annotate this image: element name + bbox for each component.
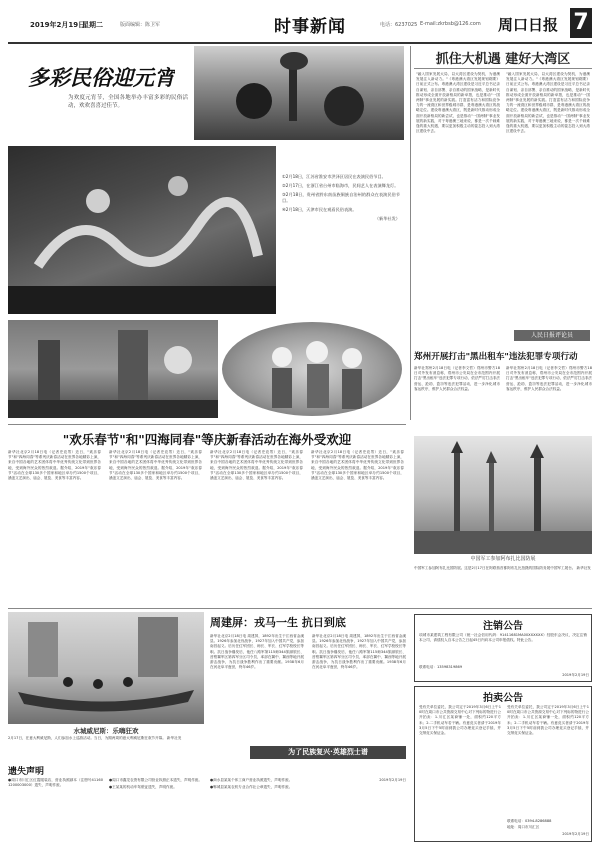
festival-caption-3: ③2月18日，贵州省黔东南苗族侗族自治州的群众在表演民俗节目。 — [282, 192, 400, 203]
taxi-body-col2: 新华社郑州2月18日电（记者李文哲）郑州市警方18日对外发布消息称，郑州市公安局在全市范围内开展打击"黑出租车"违法犯罪专项行动，依法严厉打击非法营运、抢劫、盗窃等违法犯罪活动，进一步净化城市客运秩序，维护人民群众合法权益。 — [506, 366, 592, 391]
lost-items — [8, 778, 406, 842]
bay-area-body-col1: "融入国家发展大局，以大湾区建设为契机，为港澳发展注入新动力。"《粤港澳大湾区发展规划纲要》日前正式公布。粤港澳大湾区建设是习近平总书记亲自谋划、亲自部署、亲自推动的国家战略，是新时代推动形成全面开放新格局的新举措，也是推动"一国两制"事业发展的新实践。打造富有活力和国际竞争力的一流湾区和世界级城市群，是粤港澳大湾区的战略定位。建设粤港澳大湾区，既是新时代推动形成全面开放新格局的新尝试，也是推动"一国两制"事业发展的新实践，对于粤港澳三地来说，都是一次千载难逢的重大机遇，要以更加积极主动的姿态投入到大湾区建设中去。 — [416, 72, 500, 134]
auction-notice — [414, 686, 592, 842]
festival-title: 多彩民俗迎元宵 — [28, 65, 175, 90]
exhibit-caption: 中国军工参加阿布扎比国防展。这是2月17日在阿联酋首都阿布扎比拍摄的国际防务展中国军工展台。 新华社发 — [414, 566, 591, 570]
missile-illustration — [414, 436, 592, 554]
cancel-phone: 联系电话：13598319869 — [419, 665, 463, 669]
venice-illustration — [8, 612, 204, 724]
festival-intro: 为欢度元宵节，全国各地举办丰富多彩的民俗活动，欢欢喜喜过佳节。 — [68, 95, 188, 109]
page-date: 2019年2月19日 — [30, 21, 86, 29]
venice-caption: 2月17日，在意大利威尼斯，人们参加水上巡游活动。当日，为期两周的意大利威尼斯狂欢节开幕。 新华社发 — [8, 736, 182, 740]
zhou-body-col2: 新华社北京2月18日电 周建屏，1892年出生于江西省金溪县。1926年参加北伐战争，1927年加入中国共产党，参加南昌起义。后历任红军团长、师长、军长、红军学校校长等职。抗日战争爆发后，他任八路军第115师344旅副旅长、晋察冀军区第四军分区司令员，率部在冀中、冀西等地开展游击战争，为抗日战争胜利作出了重要贡献。1938年6月在河北阜平逝世，终年46岁。 — [312, 634, 406, 670]
masthead — [8, 6, 592, 42]
venice-section — [8, 612, 204, 760]
spring-body-col4: 新华社北京2月18日电（记者史竞男）近日，"欢乐春节"和"四海同春"等系列庆新春活动在世界各地精彩上演，来自中国各地的艺术团体将中华优秀传统文化带到世界各地，受到海外民众的热烈欢迎。据介绍，2019年"欢乐春节"活动在全球130多个国家和地区举办约1500个项目，涵盖文艺演出、庙会、展览、美食等丰富内容。 — [311, 450, 404, 481]
bay-area-section — [414, 46, 592, 344]
bay-area-title: 抓住大机遇 建好大湾区 — [435, 52, 571, 67]
spring-top-rule — [8, 424, 406, 425]
lost-date: 2019年2月19日 — [379, 778, 406, 782]
festival-section — [8, 46, 406, 420]
lost-item-4: ●商水县某某个体工商户营业执照遗失，声明作废。 — [210, 778, 293, 782]
lost-item-2: ●周口市鑫龙农资有限公司营业执照正本遗失，声明作废。 — [109, 778, 202, 782]
auction-body-col2: 受有关单位委托，我公司定于2019年3月6日上午10时在周口市公共资源交易中心对下列标的物进行公开拍卖：1.川汇区某商铺一处，面积约120平方米；2.二手机动车若干辆。有意竞买者请于2019年3月5日下午5时前到我公司办理竞买登记手续，并交纳竞买保证金。 — [507, 705, 589, 736]
section-email: E-mail:zkrbsb@126.com — [420, 21, 481, 27]
spring-section — [8, 428, 406, 604]
zhou-body-col1: 新华社北京2月18日电 周建屏，1892年出生于江西省金溪县。1926年参加北伐战争，1927年加入中国共产党，参加南昌起义。后历任红军团长、师长、军长、红军学校校长等职。抗日战争爆发后，他任八路军第115师344旅副旅长、晋察冀军区第四军分区司令员，率部在冀中、冀西等地开展游击战争，为抗日战争胜利作出了重要贡献。1938年6月在河北阜平逝世，终年46岁。 — [210, 634, 304, 670]
photo-performers-oval — [222, 322, 402, 416]
festival-credit: （新华社发） — [374, 216, 400, 221]
cancel-notice — [414, 614, 592, 682]
bay-area-body-col2: "融入国家发展大局，以大湾区建设为契机，为港澳发展注入新动力。"《粤港澳大湾区发展规划纲要》日前正式公布。粤港澳大湾区建设是习近平总书记亲自谋划、亲自部署、亲自推动的国家战略，是新时代推动形成全面开放新格局的新举措，也是推动"一国两制"事业发展的新实践。打造富有活力和国际竞争力的一流湾区和世界级城市群，是粤港澳大湾区的战略定位。建设粤港澳大湾区，既是新时代推动形成全面开放新格局的新尝试，也是推动"一国两制"事业发展的新实践，对于粤港澳三地来说，都是一次千载难逢的重大机遇，要以更加积极主动的姿态投入到大湾区建设中去。 — [506, 72, 590, 134]
performers-illustration — [222, 322, 402, 416]
festival-caption-4: ④2月18日，天津市民在观看民俗表演。 — [282, 207, 357, 212]
venice-photo-title: 水城威尼斯：乐嗨狂欢 — [73, 727, 139, 735]
zhou-title: 周建屏：戎马一生 抗日到底 — [210, 616, 346, 629]
photo-dragon-dance — [194, 46, 404, 140]
auction-body-col1: 受有关单位委托，我公司定于2019年3月6日上午10时在周口市公共资源交易中心对下列标的物进行公开拍卖：1.川汇区某商铺一处，面积约120平方米；2.二手机动车若干辆。有意竞买者请于2019年3月5日下午5时前到我公司办理竞买登记手续，并交纳竞买保证金。 — [419, 705, 501, 736]
paper-name: 周口日报 — [498, 16, 559, 34]
festival-captions — [282, 174, 400, 284]
photo-venice-boats — [8, 612, 204, 724]
cancel-title: 注销公告 — [483, 621, 523, 632]
bay-area-source: 人民日报评论员 — [514, 330, 590, 341]
taxi-title: 郑州开展打击"黑出租车"违法犯罪专项行动 — [414, 352, 578, 362]
cancel-body: 项城市某建筑工程有限公司（统一社会信用代码：91411681MA00XXXXXX）经股东会决议，决定注销本公司，请债权人自本公告之日起45日内向本公司申报债权。特此公告。 — [419, 633, 587, 643]
column-divider — [410, 46, 411, 420]
auction-title: 拍卖公告 — [483, 693, 523, 704]
festival-caption-1: ①2月18日，江苏省淮安市洪泽区居民在表演民俗节目。 — [282, 174, 386, 179]
section-title: 时事新闻 — [274, 17, 346, 36]
taxi-body-col1: 新华社郑州2月18日电（记者李文哲）郑州市警方18日对外发布消息称，郑州市公安局在全市范围内开展打击"黑出租车"违法犯罪专项行动，依法严厉打击非法营运、抢劫、盗窃等违法犯罪活动，进一步净化城市客运秩序，维护人民群众合法权益。 — [414, 366, 500, 391]
lantern-dragon-illustration — [8, 146, 276, 314]
exhibit-photo-label: 中国军工参加阿布扎比国防展 — [470, 556, 536, 562]
cancel-date: 2019年2月19日 — [562, 673, 589, 677]
exhibit-section — [414, 436, 592, 606]
section-contact: 电话：6237025 — [380, 22, 418, 28]
photo-lanterns-street — [8, 320, 218, 418]
lost-item-5: ●郸城县某某农机专业合作社公章遗失，声明作废。 — [210, 785, 293, 790]
lost-title: 遗失声明 — [8, 767, 45, 777]
zhou-section — [210, 612, 406, 760]
auction-contact: 联系电话：0394-8286888 — [507, 819, 552, 823]
mid-rule — [8, 608, 592, 609]
lost-section — [8, 764, 406, 844]
photo-defense-exhibit — [414, 436, 592, 554]
lost-item-3: ●王某某的机动车驾驶证遗失，声明作废。 — [109, 785, 177, 790]
auction-address: 地址：周口市川汇区 — [507, 825, 540, 829]
page-weekday: 星期二 — [82, 21, 103, 29]
spring-body-col2: 新华社北京2月18日电（记者史竞男）近日，"欢乐春节"和"四海同春"等系列庆新春活动在世界各地精彩上演，来自中国各地的艺术团体将中华优秀传统文化带到世界各地，受到海外民众的热烈欢迎。据介绍，2019年"欢乐春节"活动在全球130多个国家和地区举办约1500个项目，涵盖文艺演出、庙会、展览、美食等丰富内容。 — [109, 450, 202, 481]
bay-area-title-rule — [414, 68, 592, 69]
spring-body-col3: 新华社北京2月18日电（记者史竞男）近日，"欢乐春节"和"四海同春"等系列庆新春活动在世界各地精彩上演，来自中国各地的艺术团体将中华优秀传统文化带到世界各地，受到海外民众的热烈欢迎。据介绍，2019年"欢乐春节"活动在全球130多个国家和地区举办约1500个项目，涵盖文艺演出、庙会、展览、美食等丰富内容。 — [210, 450, 303, 481]
taxi-section — [414, 350, 592, 430]
spring-title: "欢乐春节"和"四海同春"等庆新春活动在海外受欢迎 — [62, 432, 352, 447]
festival-caption-2: ②2月17日，在浙江省台州市临海市，民间艺人在表演舞龙灯。 — [282, 183, 399, 188]
dragon-illustration — [194, 46, 404, 140]
street-illustration — [8, 320, 218, 418]
masthead-rule — [8, 42, 592, 44]
editor-credit: 版面编辑：陈卫军 — [120, 22, 161, 28]
auction-date: 2019年2月19日 — [562, 832, 589, 836]
spring-body-col1: 新华社北京2月18日电（记者史竞男）近日，"欢乐春节"和"四海同春"等系列庆新春活动在世界各地精彩上演，来自中国各地的艺术团体将中华优秀传统文化带到世界各地，受到海外民众的热烈欢迎。据介绍，2019年"欢乐春节"活动在全球130多个国家和地区举办约1500个项目，涵盖文艺演出、庙会、展览、美食等丰富内容。 — [8, 450, 101, 481]
zhou-banner: 为了民族复兴·英雄烈士谱 — [250, 746, 406, 759]
page-number: 7 — [570, 8, 592, 38]
photo-dragon-lanterns — [8, 146, 276, 314]
lost-item-1: ●周口市川汇区红霞服装店，营业执照副本（注册号411601200003000）遗失，声明作废。 — [8, 778, 103, 788]
